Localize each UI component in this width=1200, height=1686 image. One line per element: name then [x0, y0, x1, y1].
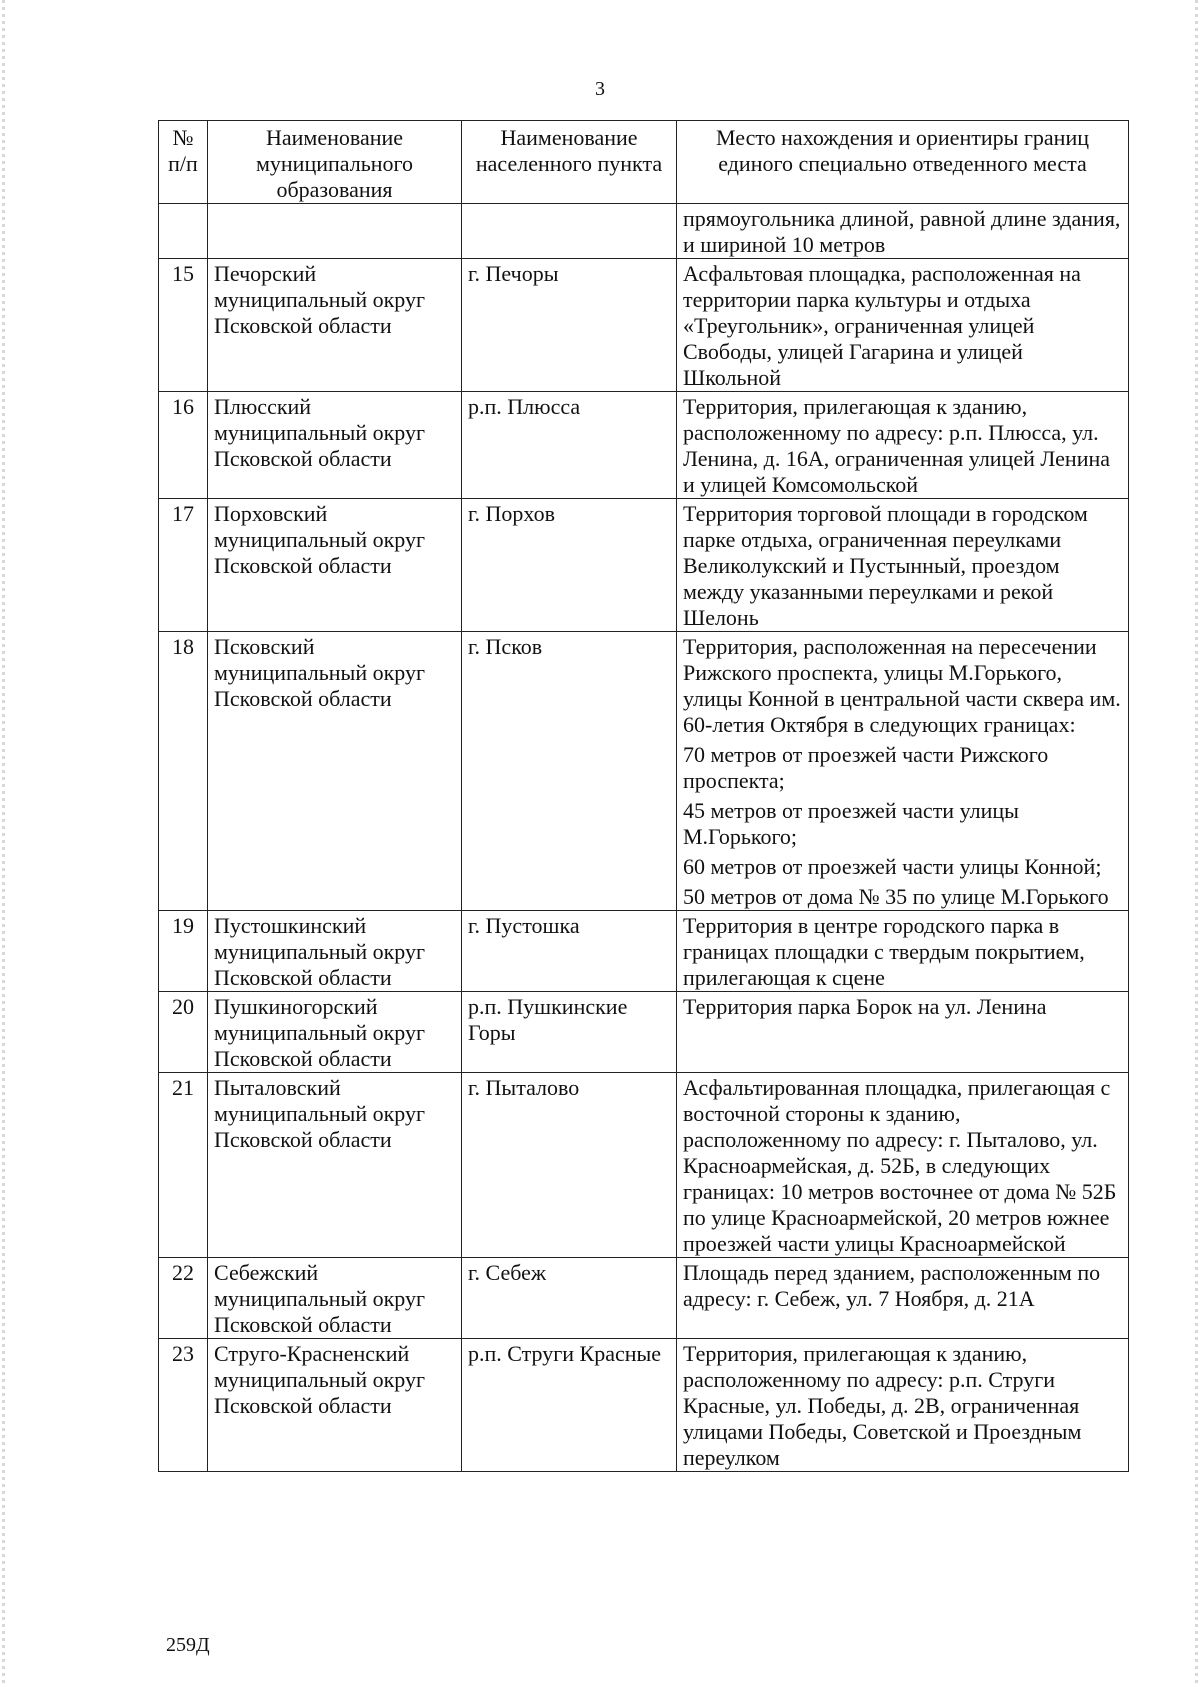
row-number-cell: 15: [159, 259, 208, 392]
row-number-cell: 20: [159, 992, 208, 1073]
page-number: 3: [595, 78, 605, 100]
table-row: [159, 204, 1129, 259]
location-cell: [677, 392, 1129, 499]
municipality-cell: Печорский муниципальный округ Псковской области: [208, 259, 462, 392]
settlement-cell: [462, 204, 677, 259]
table-header-row: [159, 121, 1129, 204]
table-row: [159, 1339, 1129, 1472]
row-number-cell: 23: [159, 1339, 208, 1472]
settlement-cell: г. Себеж: [462, 1258, 677, 1339]
row-number-cell: 21: [159, 1073, 208, 1258]
municipality-cell: Себежский муниципальный округ Псковской области: [208, 1258, 462, 1339]
location-paragraph: Асфальтированная площадка, прилегающая с восточной стороны к зданию, расположенному по адресу: г. Пыталово, ул. Красноармейская, д. 52Б, в следующих границах: 10 метров восточнее от дома № 52Б по улице Красноармейской, 20 метров южнее проезжей части улицы Красноармейской: [683, 1075, 1117, 1256]
location-cell: [677, 992, 1129, 1073]
location-paragraph: Территория, прилегающая к зданию, расположенному по адресу: р.п. Плюсса, ул. Ленина, д. 16А, ограниченная улицей Ленина и улицей Комсомольской: [683, 394, 1111, 497]
municipality-cell: Порховский муниципальный округ Псковской области: [208, 499, 462, 632]
row-number-cell: 18: [159, 632, 208, 911]
row-number-cell: [159, 204, 208, 259]
table-row: [159, 259, 1129, 392]
municipality-cell: [208, 204, 462, 259]
settlement-cell: г. Псков: [462, 632, 677, 911]
location-paragraph: Территория парка Борок на ул. Ленина: [683, 994, 1047, 1019]
header-num: № п/п: [159, 121, 208, 204]
table-row: [159, 1258, 1129, 1339]
location-paragraph: Территория в центре городского парка в границах площадки с твердым покрытием, прилегающая к сцене: [683, 913, 1085, 990]
settlement-cell: г. Пустошка: [462, 911, 677, 992]
location-cell: [677, 911, 1129, 992]
settlement-cell: г. Порхов: [462, 499, 677, 632]
location-cell: [677, 1258, 1129, 1339]
header-settlement: Наименование населенного пункта: [462, 121, 677, 204]
table-row: [159, 499, 1129, 632]
row-number-cell: 19: [159, 911, 208, 992]
location-cell: [677, 632, 1129, 911]
table-row: [159, 992, 1129, 1073]
municipality-cell: Плюсский муниципальный округ Псковской области: [208, 392, 462, 499]
settlement-cell: р.п. Плюсса: [462, 392, 677, 499]
location-paragraph: 45 метров от проезжей части улицы М.Горького;: [683, 798, 1019, 849]
settlement-cell: г. Печоры: [462, 259, 677, 392]
location-cell: [677, 259, 1129, 392]
table-row: [159, 911, 1129, 992]
location-paragraph: Площадь перед зданием, расположенным по адресу: г. Себеж, ул. 7 Ноября, д. 21А: [683, 1260, 1101, 1311]
location-cell: [677, 204, 1129, 259]
header-municipality: Наименование муниципального образования: [208, 121, 462, 204]
table-row: [159, 632, 1129, 911]
municipality-cell: Струго-Красненский муниципальный округ Псковской области: [208, 1339, 462, 1472]
municipality-cell: Пушкиногорский муниципальный округ Псковской области: [208, 992, 462, 1073]
table-row: [159, 392, 1129, 499]
document-code: 259Д: [166, 1634, 210, 1656]
location-paragraph: 70 метров от проезжей части Рижского проспекта;: [683, 742, 1049, 793]
location-cell: [677, 1073, 1129, 1258]
settlement-cell: р.п. Пушкинские Горы: [462, 992, 677, 1073]
location-paragraph: Асфальтовая площадка, расположенная на территории парка культуры и отдыха «Треугольник», ограниченная улицей Свободы, улицей Гагарина и улицей Школьной: [683, 261, 1081, 390]
settlement-cell: г. Пыталово: [462, 1073, 677, 1258]
boundaries-table: [158, 120, 1129, 1472]
right-scan-edge: [1195, 0, 1198, 1686]
table-row: [159, 1073, 1129, 1258]
table-body: [159, 204, 1129, 1472]
municipality-cell: Псковский муниципальный округ Псковской области: [208, 632, 462, 911]
location-paragraph: 50 метров от дома № 35 по улице М.Горького: [683, 884, 1109, 909]
left-scan-edge: [2, 0, 5, 1686]
location-paragraph: Территория торговой площади в городском парке отдыха, ограниченная переулками Великолукский и Пустынный, проездом между указанными переулками и рекой Шелонь: [683, 501, 1088, 630]
location-cell: [677, 499, 1129, 632]
location-cell: [677, 1339, 1129, 1472]
row-number-cell: 17: [159, 499, 208, 632]
location-paragraph: Территория, прилегающая к зданию, расположенному по адресу: р.п. Струги Красные, ул. Победы, д. 2В, ограниченная улицами Победы, Советской и Проездным переулком: [683, 1341, 1082, 1470]
header-location: Место нахождения и ориентиры границ единого специально отведенного места: [677, 121, 1129, 204]
municipality-cell: Пыталовский муниципальный округ Псковской области: [208, 1073, 462, 1258]
row-number-cell: 16: [159, 392, 208, 499]
location-paragraph: Территория, расположенная на пересечении Рижского проспекта, улицы М.Горького, улицы Конной в центральной части сквера им. 60-летия Октября в следующих границах:: [683, 634, 1121, 737]
location-paragraph: 60 метров от проезжей части улицы Конной;: [683, 854, 1102, 879]
row-number-cell: 22: [159, 1258, 208, 1339]
municipality-cell: Пустошкинский муниципальный округ Псковской области: [208, 911, 462, 992]
settlement-cell: р.п. Струги Красные: [462, 1339, 677, 1472]
location-paragraph: прямоугольника длиной, равной длине здания, и шириной 10 метров: [683, 206, 1121, 257]
